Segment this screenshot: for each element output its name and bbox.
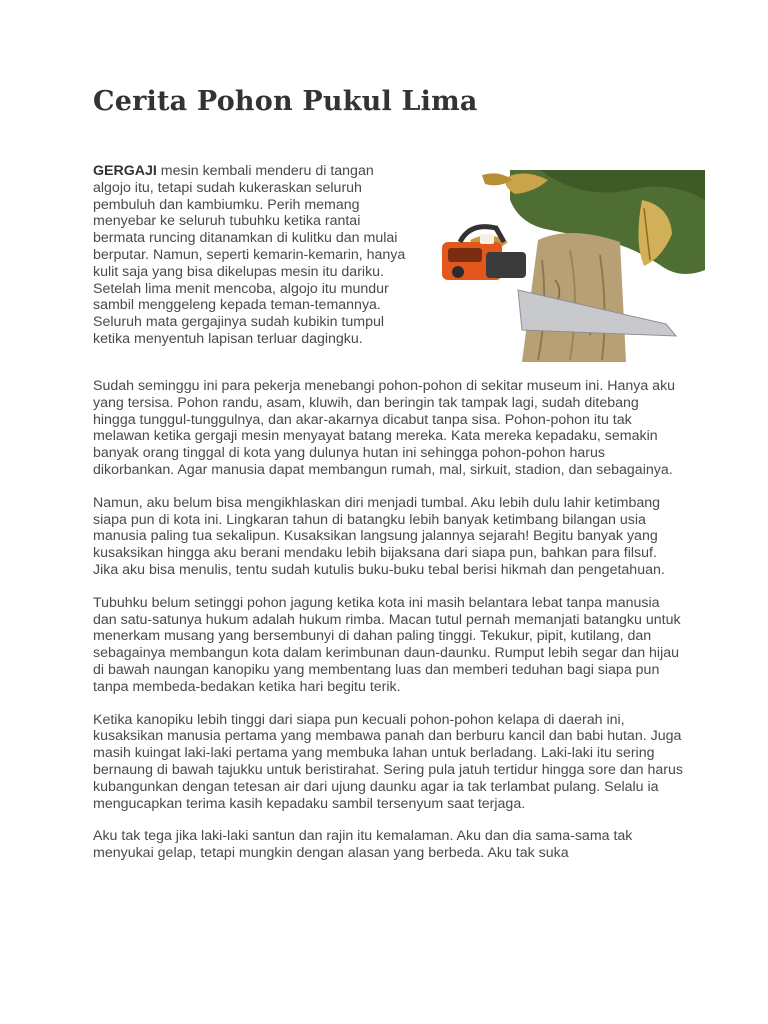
article-body [93, 378, 683, 878]
tree-chainsaw-illustration [430, 170, 705, 362]
body-paragraph: Sudah seminggu ini para pekerja menebangi pohon-pohon di sekitar museum ini. Hanya aku yang tersisa. Pohon randu, asam, kluwih, dan beringin tak tampak lagi, sudah ditebang hingga tunggul-tunggulnya, dan akar-akarnya dicabut tanpa sisa. Pohon-pohon itu tak melawan ketika gergaji mesin menyayat batang mereka. Kata mereka kepadaku, semakin banyak orang tinggal di kota yang dulunya hutan ini sehingga pohon-pohon harus dikorbankan. Agar manusia dapat membangun rumah, mal, sirkuit, stadion, dan sebagainya. [93, 378, 676, 478]
first-paragraph [93, 163, 415, 348]
body-paragraph: Aku tak tega jika laki-laki santun dan rajin itu kemalaman. Aku dan dia sama-sama tak menyukai gelap, tetapi mungkin dengan alasan yang berbeda. Aku tak suka [93, 828, 633, 862]
lead-word: GERGAJI [93, 163, 157, 179]
article-title: Cerita Pohon Pukul Lima [93, 86, 478, 117]
body-paragraph: Ketika kanopiku lebih tinggi dari siapa pun kecuali pohon-pohon kelapa di daerah ini, kusaksikan manusia pertama yang membawa panah dan berburu kancil dan babi hutan. Juga masih kuingat laki-laki pertama yang membuka lahan untuk berladang. Laki-laki itu sering bernaung di bawah tajukku untuk beristirahat. Sering pula jatuh tertidur hingga sore dan harus kubangunkan dengan tetesan air dari ujung daunku agar ia tak terlambat pulang. Selalu ia mengucapkan terima kasih kepadaku sambil tersenyum saat terjaga. [93, 711, 683, 812]
body-paragraph: Tubuhku belum setinggi pohon jagung ketika kota ini masih belantara lebat tanpa manusia dan satu-satunya hukum adalah hukum rimba. Macan tutul pernah memanjati batangku untuk menerkam musang yang bersembunyi di dahan paling tinggi. Tekukur, pipit, kutilang, dan sebagainya membangun kota dalam kerimbunan daun-daunku. Rumput lebih segar dan hijau di bawah naungan kanopiku yang membentang luas dan memberi teduhan bagi siapa pun tanpa membeda-bedakan ketika hari begitu terik. [93, 594, 681, 695]
first-paragraph-text: mesin kembali menderu di tangan algojo itu, tetapi sudah kukeraskan seluruh pembuluh dan kambiumku. Perih memang menyebar ke seluruh tubuhku ketika rantai bermata runcing ditanamkan di kulitku dan mulai berputar. Namun, seperti kemarin-kemarin, hanya kulit saja yang bisa dikelupas mesin itu dariku. Setelah lima menit mencoba, algojo itu mundur sambil menggeleng kepada teman-temannya. Seluruh mata gergajinya sudah kubikin tumpul ketika menyentuh lapisan terluar dagingku. [93, 163, 406, 347]
body-paragraph: Namun, aku belum bisa mengikhlaskan diri menjadi tumbal. Aku lebih dulu lahir ketimbang siapa pun di kota ini. Lingkaran tahun di batangku lebih banyak ketimbang bilangan usia manusia paling tua sekalipun. Kusaksikan langsung jalannya sejarah! Begitu banyak yang kusaksikan hingga aku berani mendaku lebih bijaksana dari siapa pun, bahkan para filsuf. Jika aku bisa menulis, tentu sudah kutulis buku-buku tebal berisi hikmah dan pengetahuan. [93, 494, 665, 578]
